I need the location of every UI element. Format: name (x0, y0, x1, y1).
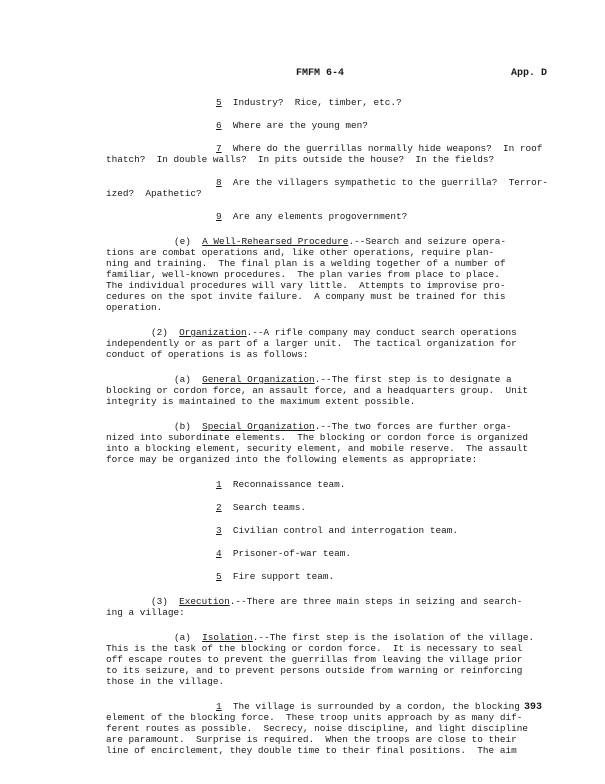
paragraph-special-organization (106, 421, 566, 465)
question-number: 7 (216, 143, 222, 154)
document-title: FMFM 6-4 (296, 68, 345, 79)
paragraph-heading: General Organization (202, 374, 315, 385)
document-body (106, 97, 566, 770)
paragraph-first-line: The village is surrounded by a cordon, the blocking (232, 701, 520, 712)
question-continuation: thatch? In double walls? In pits outside the house? In the fields? (106, 154, 495, 165)
element-number: 1 (216, 479, 222, 490)
element-number: 3 (216, 525, 222, 536)
paragraph-number: 1 (216, 701, 222, 712)
paragraph-prefix: (2) (151, 327, 168, 338)
appendix-label: App. D (511, 68, 548, 79)
question-text: Are the villagers sympathetic to the guerrilla? Terror- (232, 177, 548, 188)
paragraph-well-rehearsed-procedure (106, 236, 566, 313)
element-list-item (106, 502, 566, 513)
element-list-item (106, 479, 566, 490)
page-number: 393 (524, 702, 543, 713)
element-text: Search teams. (232, 502, 307, 513)
question-text: Industry? Rice, timber, etc.? (232, 97, 402, 108)
element-number: 4 (216, 548, 222, 559)
question-item (106, 211, 566, 222)
question-item (106, 97, 566, 108)
paragraph-isolation (106, 632, 566, 687)
question-continuation: ized? Apathetic? (106, 188, 202, 199)
paragraph-cordon (106, 701, 566, 756)
paragraph-prefix: (b) (174, 421, 191, 432)
paragraph-heading: Execution (179, 596, 230, 607)
paragraph-heading: Organization (179, 327, 247, 338)
question-number: 9 (216, 211, 222, 222)
paragraph-body: tions are combat operations and, like other operations, require plan- ning and training. The final plan is a welding together of a number of familiar, well-known procedures. The plan varies from place to place. The individual procedures will vary little. Attempts to improvise pro- cedures on the spot invite failure. A company must be trained for this operation. (106, 247, 506, 313)
question-item (106, 120, 566, 131)
element-number: 5 (216, 571, 222, 582)
paragraph-organization (106, 327, 566, 360)
paragraph-heading: Isolation (202, 632, 253, 643)
element-number: 2 (216, 502, 222, 513)
element-list-item (106, 548, 566, 559)
paragraph-body: This is the task of the blocking or cordon force. It is necessary to seal off escape routes to prevent the guerrillas from leaving the village prior to its seizure, and to prevent persons outside from warning or reinforcing those in the village. (106, 643, 523, 687)
element-text: Fire support team. (232, 571, 335, 582)
paragraph-body: ing a village: (106, 607, 185, 618)
question-text: Where are the young men? (232, 120, 368, 131)
paragraph-first-line: .--Search and seizure opera- (348, 236, 506, 247)
element-text: Civilian control and interrogation team. (232, 525, 458, 536)
question-item (106, 143, 566, 165)
question-number: 8 (216, 177, 222, 188)
question-text: Where do the guerrillas normally hide weapons? In roof (232, 143, 543, 154)
paragraph-heading: Special Organization (202, 421, 315, 432)
paragraph-first-line: .--The first step is to designate a (314, 374, 512, 385)
question-item (106, 177, 566, 199)
paragraph-general-organization (106, 374, 566, 407)
paragraph-prefix: (a) (174, 374, 191, 385)
question-number: 6 (216, 120, 222, 131)
paragraph-prefix: (3) (151, 596, 168, 607)
paragraph-execution (106, 596, 566, 618)
paragraph-prefix: (a) (174, 632, 191, 643)
paragraph-body: independently or as part of a larger unit. The tactical organization for conduct of operations is as follows: (106, 338, 517, 360)
element-list-item (106, 571, 566, 582)
paragraph-first-line: .--The first step is the isolation of the village. (252, 632, 535, 643)
paragraph-body: nized into subordinate elements. The blocking or cordon force is organized into a blocking element, security element, and mobile reserve. The assault force may be organized into the following elements as appropriate: (106, 432, 528, 465)
paragraph-body: element of the blocking force. These troop units approach by as many dif- ferent routes as possible. Secrecy, noise discipline, and light discipline are paramount. Surprise is required. When the troops are close to their line of encirclement, they double time to their final positions. The aim (106, 712, 528, 756)
paragraph-first-line: .--The two forces are further orga- (314, 421, 512, 432)
element-text: Reconnaissance team. (232, 479, 346, 490)
paragraph-prefix: (e) (174, 236, 191, 247)
question-number: 5 (216, 97, 222, 108)
paragraph-heading: A Well-Rehearsed Procedure (202, 236, 349, 247)
paragraph-first-line: .--There are three main steps in seizing and search- (229, 596, 523, 607)
question-text: Are any elements progovernment? (232, 211, 408, 222)
paragraph-body: blocking or cordon force, an assault force, and a headquarters group. Unit integrity is maintained to the maximum extent possible. (106, 385, 528, 407)
element-list-item (106, 525, 566, 536)
paragraph-first-line: .--A rifle company may conduct search operations (246, 327, 517, 338)
element-text: Prisoner-of-war team. (232, 548, 352, 559)
